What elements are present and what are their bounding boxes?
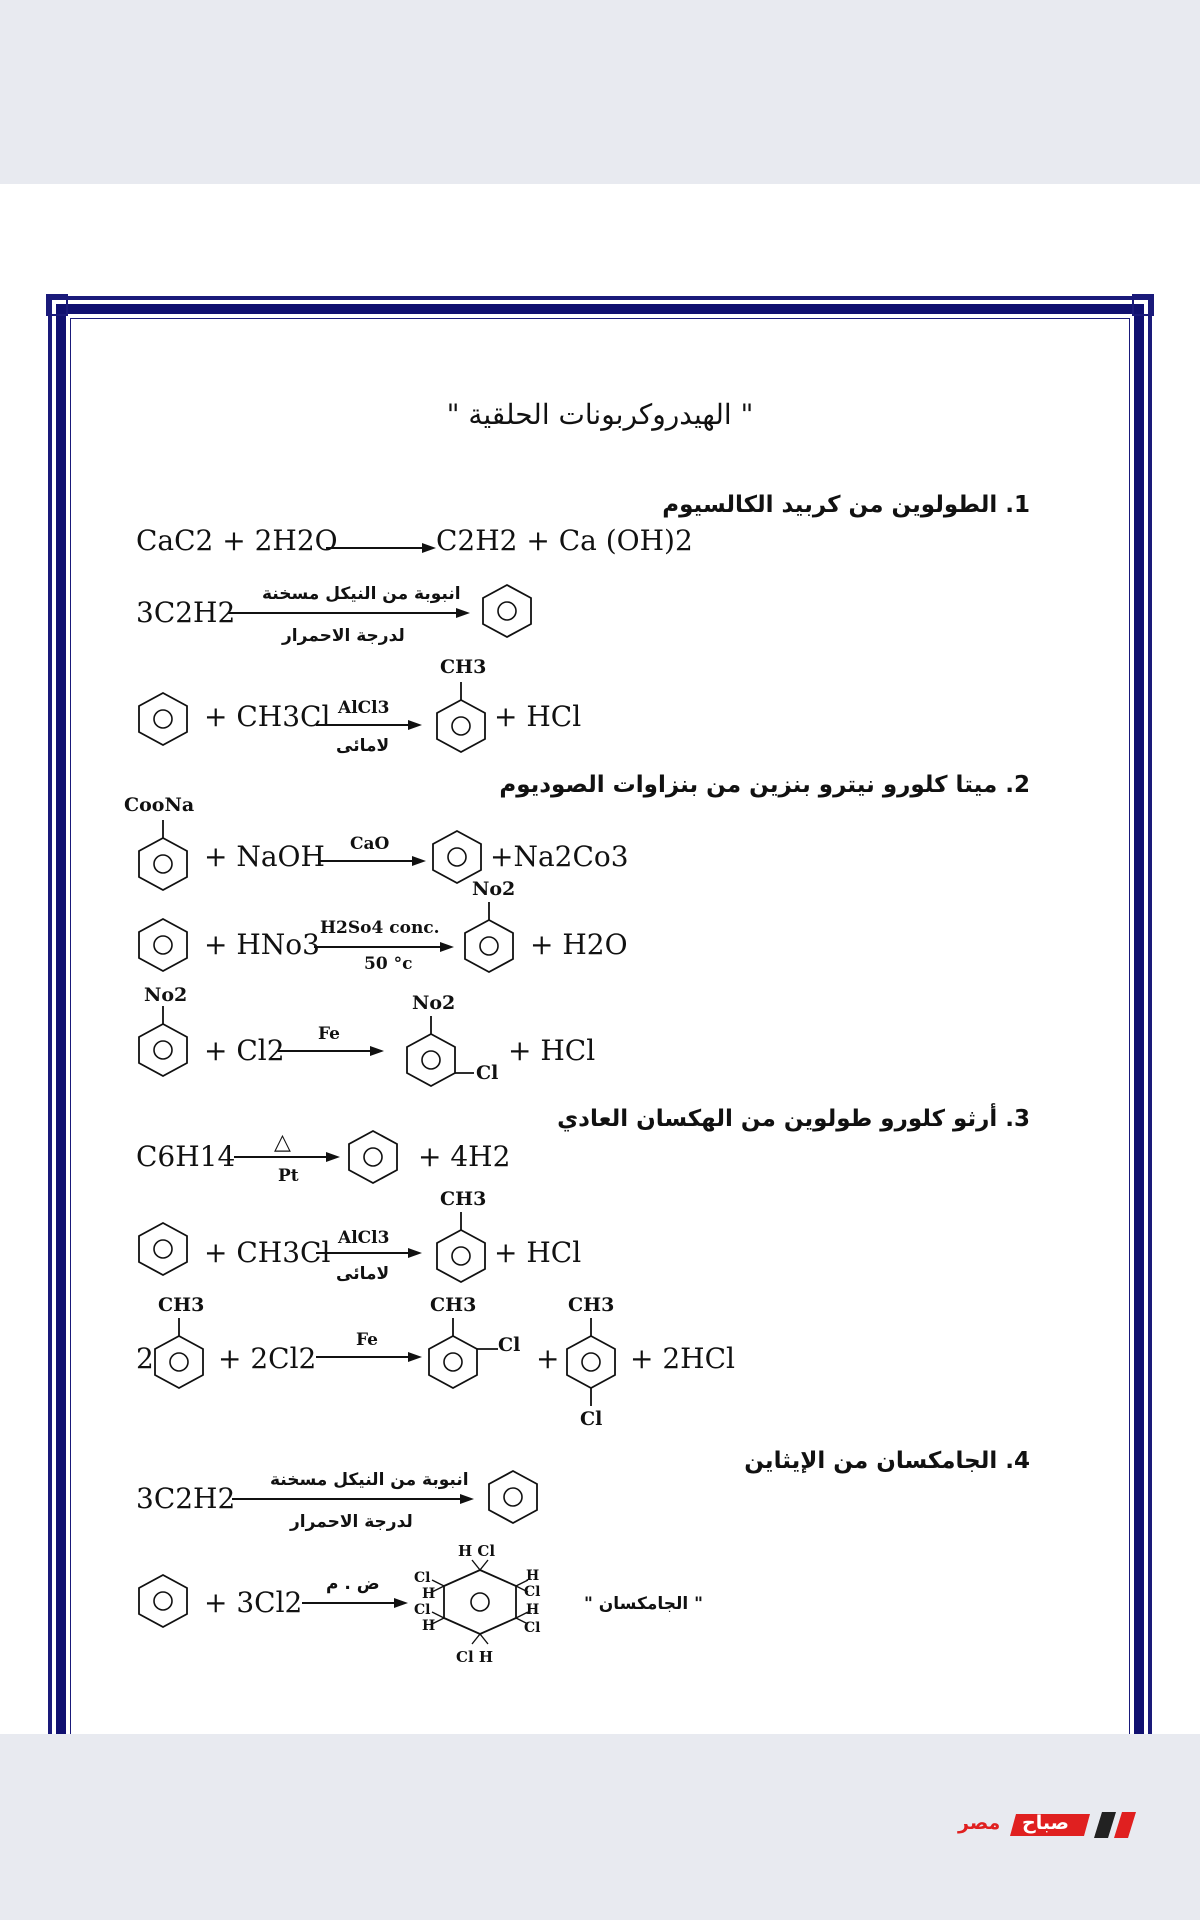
ortho-chlorotoluene-ring-icon <box>426 1318 502 1390</box>
toluene-ring-icon <box>434 1212 488 1284</box>
border-corner <box>1132 294 1154 316</box>
product-name: " الجامكسان " <box>584 1594 703 1614</box>
condition-above: انبوبة من النيكل مسخنة <box>262 584 461 604</box>
substituent-label: Cl <box>414 1570 431 1586</box>
s2-r3-reagent: + Cl2 <box>204 1034 285 1067</box>
substituent-label: Cl <box>498 1334 521 1356</box>
substituent-label: CH3 <box>440 656 487 678</box>
catalyst-label: AlCl3 <box>338 1228 390 1248</box>
sodium-benzoate-ring-icon <box>136 820 190 892</box>
condition-above: ض . م <box>326 1574 380 1594</box>
section-number: 3. <box>1005 1106 1030 1132</box>
top-band <box>0 0 1200 184</box>
page-title: " الهيدروكربونات الحلقية " <box>446 398 754 431</box>
heat-symbol: △ <box>274 1130 291 1155</box>
s3-r1-byproduct: + 4H2 <box>418 1140 511 1173</box>
para-chlorotoluene-ring-icon <box>564 1318 618 1410</box>
benzene-ring-icon <box>136 918 190 972</box>
gammexane-ring-icon <box>430 1560 530 1644</box>
catalyst-label: AlCl3 <box>338 698 390 718</box>
s3-r3-reagent: + 2Cl2 <box>218 1342 317 1375</box>
temperature-label: 50 °c <box>364 954 413 974</box>
catalyst-label: H2So4 conc. <box>320 918 440 938</box>
catalyst-label: Pt <box>278 1166 299 1186</box>
section-3-heading <box>557 1106 1030 1132</box>
substituent-label: No2 <box>144 984 188 1006</box>
benzene-ring-icon <box>430 830 484 884</box>
benzene-ring-icon <box>486 1470 540 1524</box>
substituent-label: No2 <box>472 878 516 900</box>
substituent-label: Cl <box>524 1620 541 1636</box>
substituent-label: H <box>526 1568 540 1584</box>
substituent-label: H <box>422 1618 436 1634</box>
s3-r3-byproduct: + 2HCl <box>630 1342 735 1375</box>
section-4-heading <box>744 1448 1030 1474</box>
reaction-arrow <box>228 608 470 618</box>
benzene-ring-icon <box>480 584 534 638</box>
reaction-arrow <box>316 1352 422 1362</box>
condition-below: لدرجة الاحمرار <box>282 626 405 646</box>
s3-r1-reactant: C6H14 <box>136 1140 236 1173</box>
s2-r1-reagent: + NaOH <box>204 840 325 873</box>
substituent-label: CooNa <box>124 794 195 816</box>
reaction-arrow <box>234 1152 340 1162</box>
reaction-arrow <box>316 1248 422 1258</box>
chloronitrobenzene-ring-icon <box>404 1016 478 1088</box>
reaction-arrow <box>316 720 422 730</box>
s3-r2-reagent: + CH3Cl <box>204 1236 331 1269</box>
s1-r2-reactant: 3C2H2 <box>136 596 236 629</box>
substituent-label: CH3 <box>158 1294 205 1316</box>
coefficient: 2 <box>136 1342 154 1375</box>
substituent-label: H Cl <box>458 1542 496 1560</box>
substituent-label: Cl <box>524 1584 541 1600</box>
substituent-label: H <box>526 1602 540 1618</box>
condition-below: لامائى <box>336 1264 390 1284</box>
s1-r1-products: C2H2 + Ca (OH)2 <box>436 524 693 557</box>
s3-r2-byproduct: + HCl <box>494 1236 582 1269</box>
benzene-ring-icon <box>136 1222 190 1276</box>
condition-above: انبوبة من النيكل مسخنة <box>270 1470 469 1490</box>
catalyst-label: Fe <box>356 1330 378 1350</box>
reaction-arrow <box>314 942 454 952</box>
nitrobenzene-ring-icon <box>136 1006 190 1078</box>
s2-r2-byproduct: + H2O <box>530 928 628 961</box>
reaction-arrow <box>232 1494 474 1504</box>
section-number: 2. <box>1005 772 1030 798</box>
reaction-arrow <box>320 856 426 866</box>
substituent-label: Cl <box>580 1408 603 1430</box>
s2-r3-byproduct: + HCl <box>508 1034 596 1067</box>
s2-r2-reagent: + HNo3 <box>204 928 320 961</box>
reaction-arrow <box>326 543 436 553</box>
reaction-arrow <box>302 1598 408 1608</box>
section-number: 4. <box>1005 1448 1030 1474</box>
substituent-label: H <box>422 1586 436 1602</box>
section-2-heading <box>499 772 1030 798</box>
section-number: 1. <box>1005 492 1030 518</box>
benzene-ring-icon <box>136 692 190 746</box>
s1-r3-byproduct: + HCl <box>494 700 582 733</box>
substituent-label: CH3 <box>430 1294 477 1316</box>
substituent-label: Cl H <box>456 1648 494 1666</box>
nitrobenzene-ring-icon <box>462 902 516 974</box>
substituent-label: No2 <box>412 992 456 1014</box>
s4-r1-reactant: 3C2H2 <box>136 1482 236 1515</box>
substituent-label: Cl <box>414 1602 431 1618</box>
catalyst-label: Fe <box>318 1024 340 1044</box>
condition-below: لدرجة الاحمرار <box>290 1512 413 1532</box>
logo-country: مصر <box>958 1812 1001 1834</box>
s4-r2-reagent: + 3Cl2 <box>204 1586 303 1619</box>
s1-r3-reagent: + CH3Cl <box>204 700 331 733</box>
toluene-ring-icon <box>152 1318 206 1390</box>
reaction-arrow <box>278 1046 384 1056</box>
substituent-label: CH3 <box>440 1188 487 1210</box>
plus-sign: + <box>536 1342 560 1375</box>
condition-below: لامائى <box>336 736 390 756</box>
border-corner <box>46 294 68 316</box>
toluene-ring-icon <box>434 682 488 754</box>
catalyst-label: CaO <box>350 834 390 854</box>
section-title: الطولوين من كربيد الكالسيوم <box>662 492 998 518</box>
benzene-ring-icon <box>346 1130 400 1184</box>
logo-name: صباح <box>1022 1812 1069 1834</box>
substituent-label: Cl <box>476 1062 499 1084</box>
s1-r1-reactants: CaC2 + 2H2O <box>136 524 338 557</box>
s2-r1-byproduct: +Na2Co3 <box>490 840 629 873</box>
substituent-label: CH3 <box>568 1294 615 1316</box>
benzene-ring-icon <box>136 1574 190 1628</box>
section-title: الجامكسان من الإيثاين <box>744 1448 998 1474</box>
section-title: أرثو كلورو طولوين من الهكسان العادي <box>557 1106 998 1132</box>
section-1-heading <box>662 492 1030 518</box>
section-title: ميتا كلورو نيترو بنزين من بنزاوات الصوديوم <box>499 772 998 798</box>
